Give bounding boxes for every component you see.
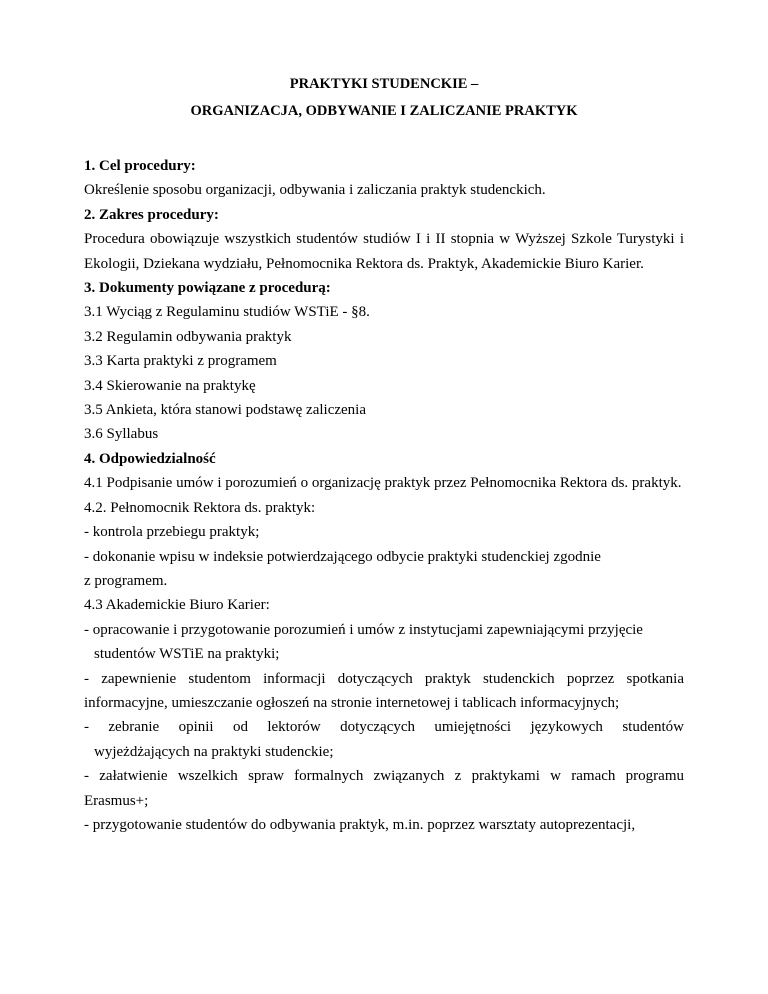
section-4-3-item: - załatwienie wszelkich spraw formalnych związanych z praktykami w ramach programu Erasmus+; [84,768,684,809]
section-4-2-item-continuation: z programem. [84,572,168,589]
document-body [84,154,684,837]
section-4-heading: 4. Odpowiedzialność [84,450,216,467]
section-4-2-item: - kontrola przebiegu praktyk; [84,524,260,541]
section-2-text: Procedura obowiązuje wszystkich studentów studiów I i II stopnia w Wyższej Szkole Turystyki i Ekologii, Dziekana wydziału, Pełnomocnika Rektora ds. Praktyk, Akademickie Biuro Karier. [84,231,684,272]
section-1-heading: 1. Cel procedury: [84,158,196,174]
section-4-3-heading: 4.3 Akademickie Biuro Karier: [84,597,270,614]
section-3-item: 3.2 Regulamin odbywania praktyk [84,328,292,345]
document-title-line-1: PRAKTYKI STUDENCKIE – [289,76,479,92]
section-3-item: 3.1 Wyciąg z Regulaminu studiów WSTiE - §8. [84,304,370,321]
section-3-heading: 3. Dokumenty powiązane z procedurą: [84,280,331,297]
section-4-3-item-continuation: wyjeżdżających na praktyki studenckie; [94,743,334,760]
section-4-3-item-continuation: studentów WSTiE na praktyki; [94,646,280,663]
section-3-item: 3.5 Ankieta, która stanowi podstawę zaliczenia [84,402,366,419]
section-3-item: 3.6 Syllabus [84,426,159,443]
section-4-3-item: - opracowanie i przygotowanie porozumień i umów z instytucjami zapewniającymi przyjęcie [84,621,643,638]
section-4-1-text: 4.1 Podpisanie umów i porozumień o organizację praktyk przez Pełnomocnika Rektora ds. praktyk. [84,475,682,492]
section-4-3-item: - zebranie opinii od lektorów dotyczących umiejętności językowych studentów [84,719,684,736]
section-4-3-item: - zapewnienie studentom informacji dotyczących praktyk studenckich poprzez spotkania informacyjne, umieszczanie ogłoszeń na stronie internetowej i tablicach informacyjnych; [84,670,684,711]
document-page [84,72,684,837]
section-1-text: Określenie sposobu organizacji, odbywania i zaliczania praktyk studenckich. [84,182,546,199]
document-title-line-2: ORGANIZACJA, ODBYWANIE I ZALICZANIE PRAKTYK [190,103,578,119]
section-2-heading: 2. Zakres procedury: [84,206,219,223]
section-4-3-item: - przygotowanie studentów do odbywania praktyk, m.in. poprzez warsztaty autoprezentacji, [84,816,636,833]
section-4-2-heading: 4.2. Pełnomocnik Rektora ds. praktyk: [84,499,316,516]
section-3-item: 3.3 Karta praktyki z programem [84,353,277,370]
section-4-2-item: - dokonanie wpisu w indeksie potwierdzającego odbycie praktyki studenckiej zgodnie [84,548,601,565]
section-3-item: 3.4 Skierowanie na praktykę [84,377,256,394]
